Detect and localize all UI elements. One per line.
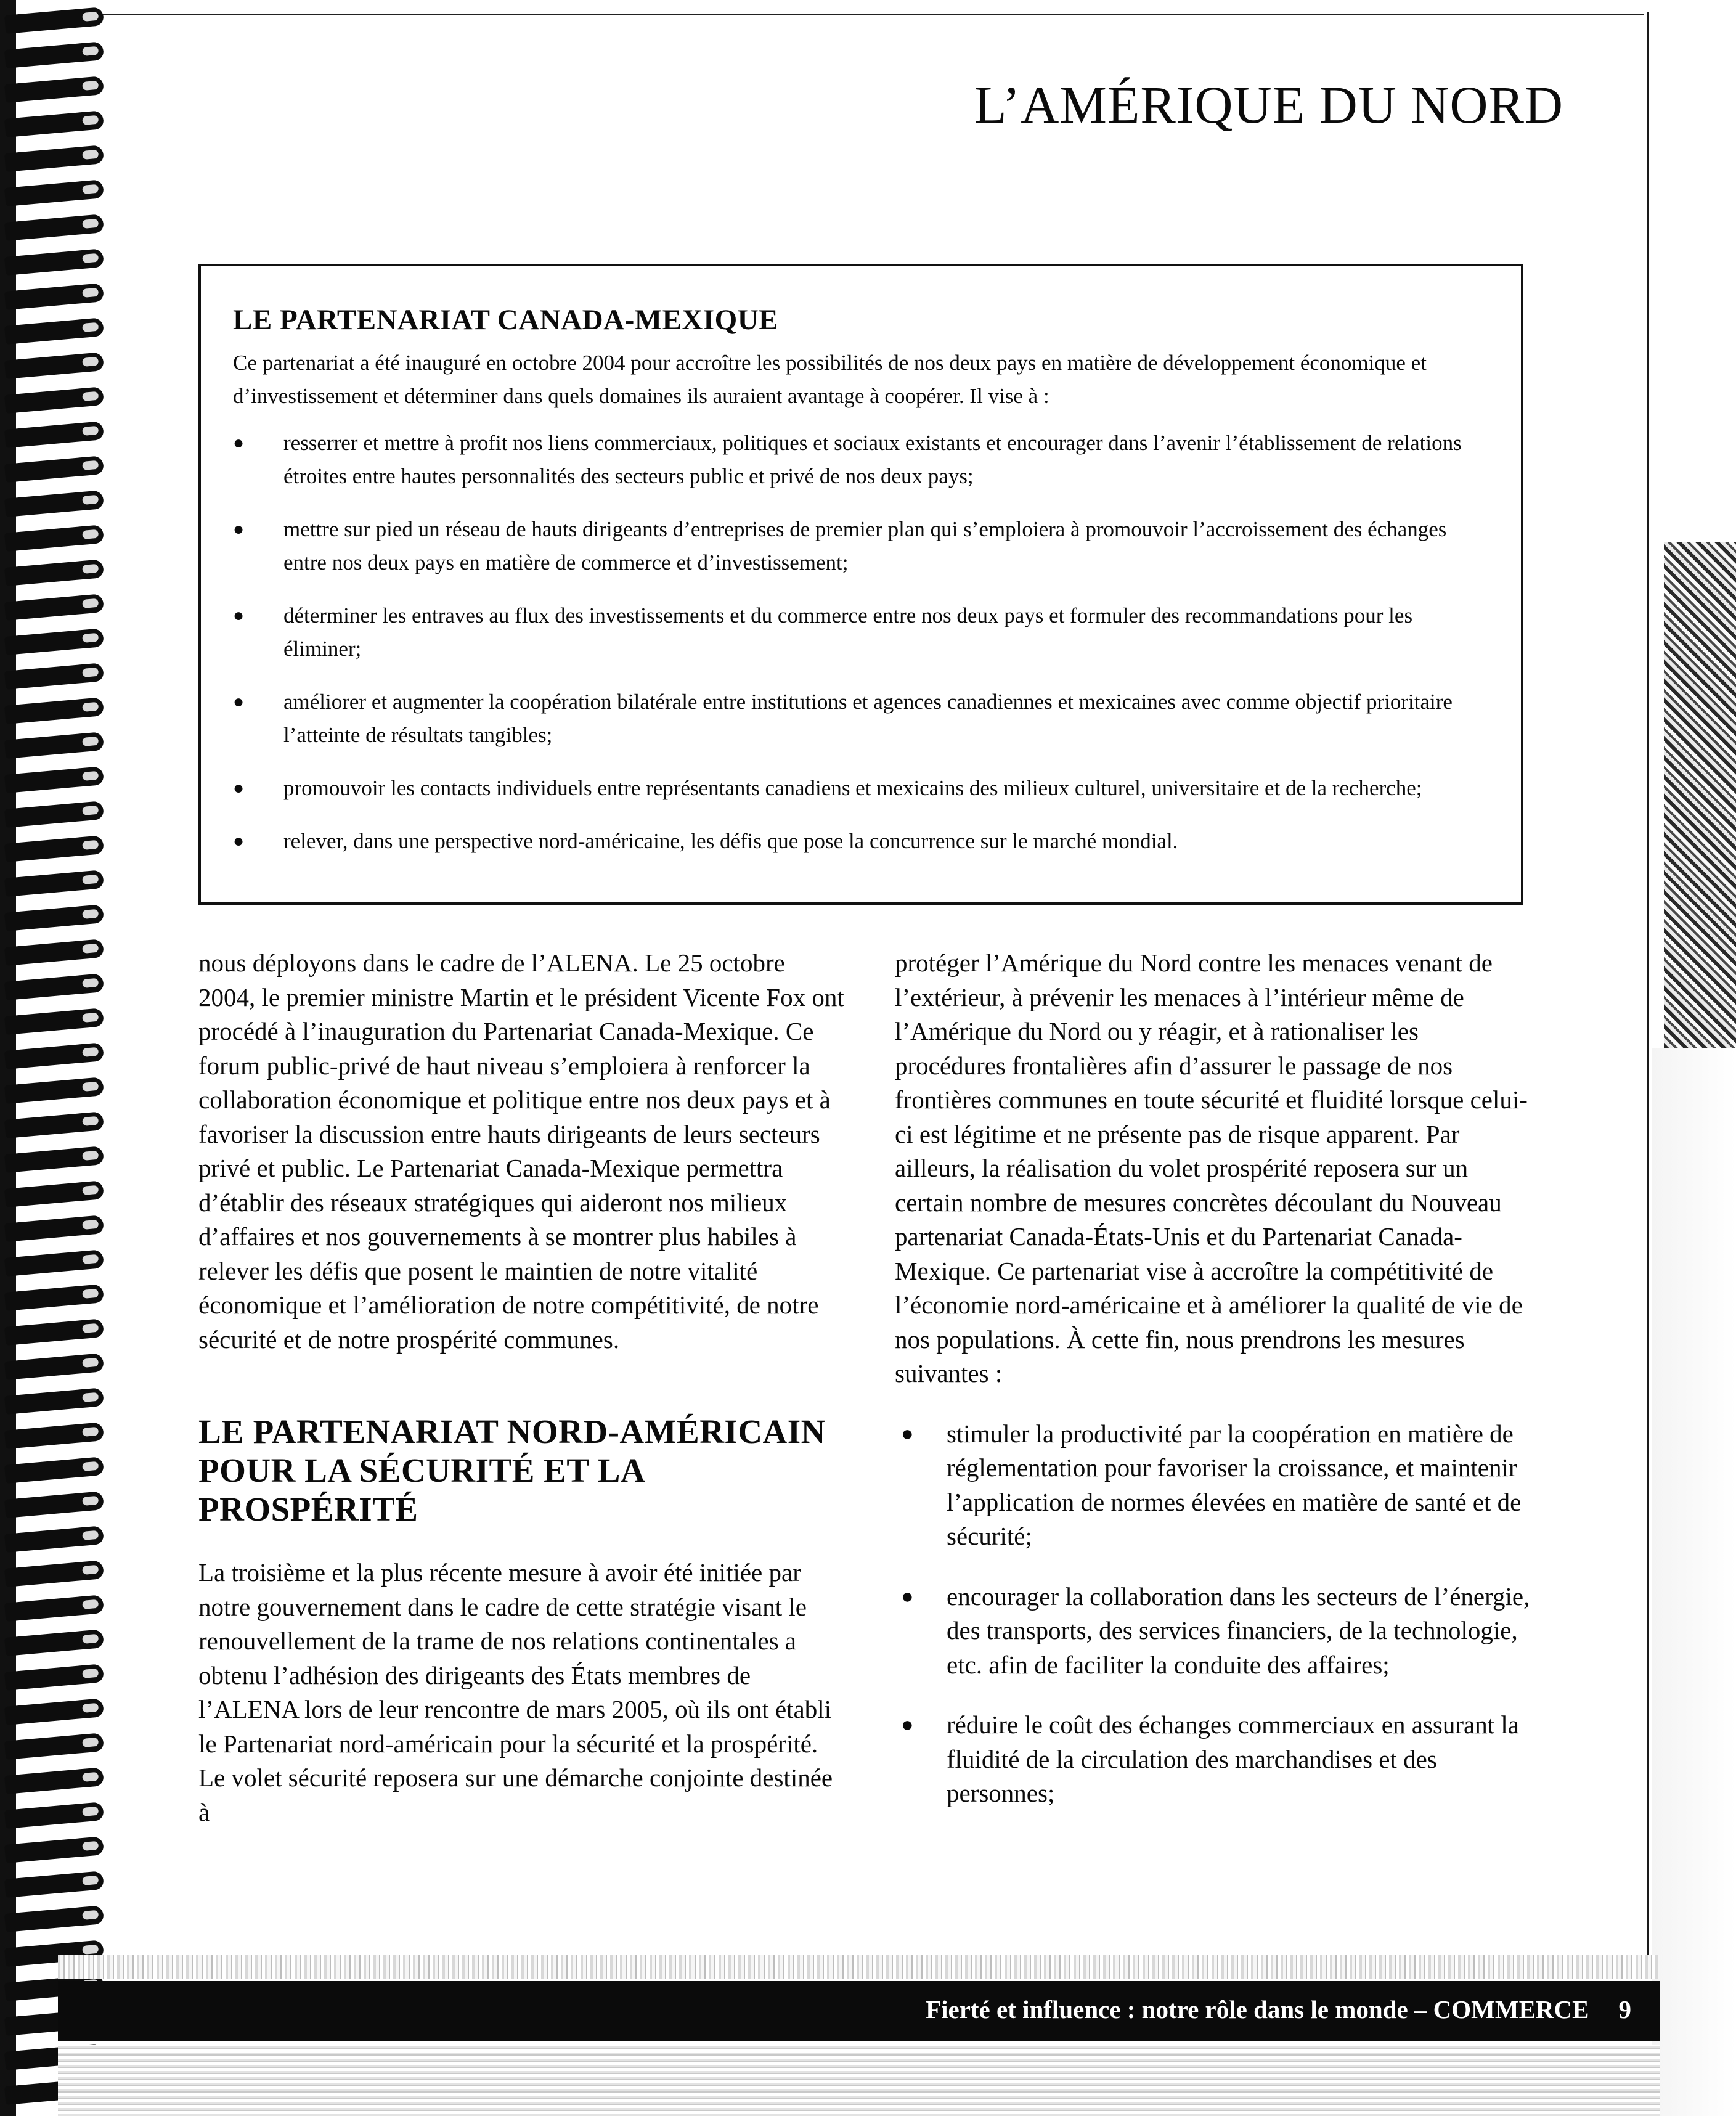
list-item — [233, 685, 1483, 752]
binding-coil — [4, 1146, 104, 1173]
binding-coil — [4, 1767, 104, 1794]
binding-coil — [4, 317, 104, 345]
binding-coil — [4, 490, 104, 517]
binding-coil — [4, 1249, 104, 1277]
list-item-text: resserrer et mettre à profit nos liens commerciaux, politiques et sociaux existants et encourager dans l’avenir l’établissement de relations étroites entre hautes personnalités des secteurs public et privé de nos deux pays; — [283, 431, 1462, 488]
binding-coil — [4, 1664, 104, 1691]
binding-coil — [4, 1008, 104, 1035]
chapter-title: L’AMÉRIQUE DU NORD — [974, 75, 1563, 134]
binding-coil — [4, 1456, 104, 1484]
page-number: 9 — [1618, 1995, 1631, 2024]
binding-coil — [4, 1215, 104, 1242]
section-heading: LE PARTENARIAT NORD-AMÉRICAIN POUR LA SÉCURITÉ ET LA PROSPÉRITÉ — [198, 1413, 826, 1528]
scan-margin-lower — [1652, 1048, 1736, 2116]
list-item — [233, 772, 1483, 805]
bullet-icon: ● — [233, 605, 245, 626]
list-item — [895, 1708, 1536, 1811]
scan-noise — [1664, 542, 1736, 1048]
binding-coil — [4, 1802, 104, 1829]
binding-coil — [4, 1042, 104, 1069]
list-item — [895, 1417, 1536, 1554]
binding-coil — [4, 1733, 104, 1760]
footer-texture-top — [58, 1955, 1660, 1979]
binding-coil — [4, 352, 104, 379]
binding-coil — [4, 939, 104, 966]
binding-coil — [4, 801, 104, 828]
bullet-icon: ● — [901, 1714, 914, 1736]
bullet-icon: ● — [233, 778, 245, 798]
binding-coil — [4, 1698, 104, 1725]
page-top-rule — [58, 14, 1644, 15]
left-column — [198, 946, 846, 1829]
list-item-text: stimuler la productivité par la coopération en matière de réglementation pour favoriser la croissance, et maintenir l’application de normes élevées en matière de santé et de sécurité; — [947, 1419, 1522, 1550]
list-item-text: déterminer les entraves au flux des investissements et du commerce entre nos deux pays et formuler des recommandations pour les éliminer; — [283, 603, 1413, 661]
binding-coil — [4, 766, 104, 793]
list-item — [233, 427, 1483, 493]
binding-coil — [4, 697, 104, 724]
binding-coil — [4, 179, 104, 206]
bullet-icon: ● — [901, 1422, 914, 1445]
binding-coil — [4, 1387, 104, 1415]
binding-coil — [4, 283, 104, 310]
list-item-text: encourager la collaboration dans les secteurs de l’énergie, des transports, des services financiers, de la technologie, etc. afin de faciliter la conduite des affaires; — [947, 1582, 1530, 1679]
binding-coil — [4, 870, 104, 897]
binding-coil — [4, 525, 104, 552]
list-item-text: améliorer et augmenter la coopération bilatérale entre institutions et agences canadiennes et mexicaines avec comme objectif prioritaire l’atteinte de résultats tangibles; — [283, 690, 1453, 747]
binding-coil — [4, 1077, 104, 1104]
binding-coil — [4, 628, 104, 655]
list-item-text: mettre sur pied un réseau de hauts dirigeants d’entreprises de premier plan qui s’emploiera à promouvoir l’accroissement des échanges entre nos deux pays en matière de commerce et d’investissement; — [283, 517, 1447, 574]
sidebar-box-title: LE PARTENARIAT CANADA-MEXIQUE — [233, 304, 779, 336]
list-item — [233, 599, 1483, 666]
binding-coil — [4, 1629, 104, 1656]
spiral-binding — [0, 0, 123, 2116]
binding-coil — [4, 1905, 104, 1932]
right-column — [895, 946, 1536, 1837]
binding-coil — [4, 110, 104, 137]
scan-margin — [1676, 0, 1736, 542]
list-item-text: promouvoir les contacts individuels entre représentants canadiens et mexicains des milieux culturel, universitaire et de la recherche; — [283, 776, 1422, 800]
list-item-text: relever, dans une perspective nord-américaine, les défis que pose la concurrence sur le marché mondial. — [283, 829, 1178, 853]
binding-coil — [4, 663, 104, 690]
binding-coil — [4, 1353, 104, 1380]
list-item — [233, 513, 1483, 579]
binding-coil — [4, 732, 104, 759]
binding-coil — [4, 1560, 104, 1587]
binding-coil — [4, 1111, 104, 1138]
list-item-text: réduire le coût des échanges commerciaux en assurant la fluidité de la circulation des marchandises et des personnes; — [947, 1710, 1519, 1807]
bullet-icon: ● — [901, 1585, 914, 1608]
binding-coil — [4, 1836, 104, 1863]
binding-coil — [4, 835, 104, 862]
bullet-icon: ● — [233, 831, 245, 851]
sidebar-box — [198, 264, 1523, 905]
binding-coil — [4, 41, 104, 68]
body-paragraph: La troisième et la plus récente mesure à avoir été initiée par notre gouvernement dans le cadre de cette stratégie visant le renouvellement de la trame de nos relations continentales a obtenu l’adhésion des dirigeants des États membres de l’ALENA lors de leur rencontre de mars 2005, où ils ont établi le Partenariat nord-américain pour la sécurité et la prospérité. Le volet sécurité reposera sur une démarche conjointe destinée à — [198, 1558, 833, 1826]
bullet-icon: ● — [233, 519, 245, 539]
footer-texture-bottom — [58, 2045, 1660, 2116]
binding-coil — [4, 455, 104, 483]
list-item — [233, 825, 1483, 858]
binding-coil — [4, 421, 104, 448]
binding-coil — [4, 904, 104, 931]
binding-coil — [4, 76, 104, 103]
binding-coil — [4, 248, 104, 276]
binding-coil — [4, 1180, 104, 1207]
binding-coil — [4, 1526, 104, 1553]
binding-coil — [4, 1595, 104, 1622]
binding-coil — [4, 7, 104, 34]
binding-coil — [4, 594, 104, 621]
body-paragraph: nous déployons dans le cadre de l’ALENA. Le 25 octobre 2004, le premier ministre Martin et le président Vicente Fox ont procédé à l’inauguration du Partenariat Canada-Mexique. Ce forum public-privé de haut niveau s’emploiera à renforcer la collaboration économique et politique entre nos deux pays et à favoriser la discussion entre hauts dirigeants de leurs secteurs privé et public. Le Partenariat Canada-Mexique permettra d’établir des réseaux stratégiques qui aideront nos milieux d’affaires et nos gouvernements à se montrer plus habiles à relever les défis que posent le maintien de notre vitalité économique et l’amélioration de notre compétitivité, de notre sécurité et de notre prospérité communes. — [198, 949, 844, 1354]
page-right-edge — [1647, 12, 1649, 1966]
binding-coil — [4, 386, 104, 414]
binding-coil — [4, 145, 104, 172]
footer — [926, 1995, 1631, 2024]
measures-list — [895, 1417, 1536, 1811]
binding-coil — [4, 214, 104, 241]
binding-coil — [4, 559, 104, 586]
binding-coil — [4, 1284, 104, 1311]
sidebar-box-list — [233, 427, 1483, 858]
bullet-icon: ● — [233, 692, 245, 712]
bullet-icon: ● — [233, 433, 245, 453]
binding-coil — [4, 1871, 104, 1898]
binding-coil — [4, 973, 104, 1000]
list-item — [895, 1580, 1536, 1683]
footer-running-title: Fierté et influence : notre rôle dans le monde – COMMERCE — [926, 1995, 1589, 2024]
binding-coil — [4, 1422, 104, 1449]
binding-coil — [4, 1491, 104, 1518]
body-paragraph: protéger l’Amérique du Nord contre les menaces venant de l’extérieur, à prévenir les menaces à l’intérieur même de l’Amérique du Nord ou y réagir, et à rationaliser les procédures frontalières afin d’assurer le passage de nos frontières communes en toute sécurité et fluidité lorsque celui-ci est légitime et ne présente pas de risque apparent. Par ailleurs, la réalisation du volet prospérité reposera sur un certain nombre de mesures concrètes découlant du Nouveau partenariat Canada-États-Unis et du Partenariat Canada-Mexique. Ce partenariat vise à accroître la compétitivité de l’économie nord-américaine et à améliorer la qualité de vie de nos populations. À cette fin, nous prendrons les mesures suivantes : — [895, 949, 1528, 1387]
sidebar-box-intro: Ce partenariat a été inauguré en octobre 2004 pour accroître les possibilités de nos deux pays en matière de développement économique et d’investissement et déterminer dans quels domaines ils auraient avantage à coopérer. Il vise à : — [233, 351, 1427, 408]
binding-coil — [4, 1318, 104, 1346]
